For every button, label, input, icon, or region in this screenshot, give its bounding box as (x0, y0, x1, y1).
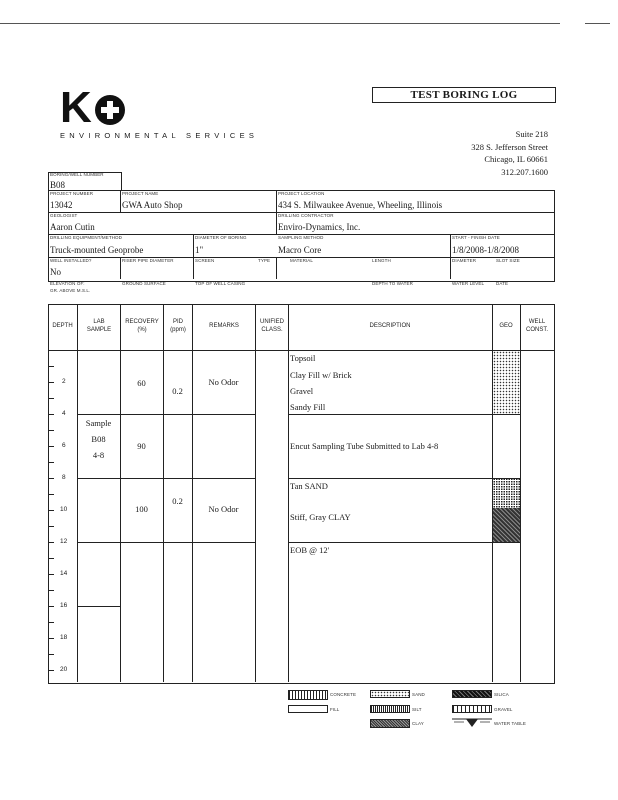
water-table-icon (452, 717, 492, 729)
date-label: DATE (496, 281, 509, 286)
well-installed-label: WELL INSTALLED? (50, 258, 92, 263)
depth-2: 2 (62, 378, 66, 385)
depth-water-label: DEPTH TO WATER (372, 281, 413, 286)
legend-gravel-label: GRAVEL (494, 707, 513, 712)
slot-label: SLOT SIZE (496, 258, 520, 263)
pid-1: 0.2 (172, 386, 183, 396)
address-line-3: Chicago, IL 60661 (484, 154, 548, 164)
recovery-1: 60 (137, 378, 146, 388)
geologist-label: GEOLOGIST (50, 213, 78, 218)
desc-lab-note: Encut Sampling Tube Submitted to Lab 4-8 (290, 441, 439, 451)
company-logo (60, 83, 130, 132)
legend-clay-swatch (370, 719, 410, 728)
legend-concrete-label: CONCRETE (330, 692, 357, 697)
drilling-contractor-label: DRILLING CONTRACTOR (278, 213, 334, 218)
project-number-value: 13042 (50, 200, 73, 210)
remarks-1: No Odor (208, 377, 239, 387)
sampling-method-value: Macro Core (278, 245, 322, 255)
col-well-header: WELL CONST. (525, 319, 548, 333)
scan-top-line (0, 23, 560, 24)
depth-20: 20 (60, 666, 68, 673)
diameter-value: 1" (195, 245, 204, 255)
lab-sample-2: Sample (85, 418, 112, 428)
logo-plus-circle-icon (94, 94, 126, 126)
geo-fill-pattern (493, 351, 520, 414)
company-address (471, 128, 548, 178)
logo-letter: K (60, 83, 92, 132)
remarks-3: No Odor (208, 504, 239, 514)
depth-10: 10 (60, 506, 68, 513)
geo-clay-pattern (493, 508, 520, 542)
lab-sample-2-interval: 4-8 (92, 450, 105, 460)
col-description-header: DESCRIPTION (369, 323, 411, 329)
company-tagline: ENVIRONMENTAL SERVICES (60, 131, 259, 140)
geologist-value: Aaron Cutin (50, 222, 95, 232)
legend-silt-label: SILT (412, 707, 422, 712)
project-location-label: PROJECT LOCATION (278, 191, 325, 196)
well-installed-value: No (50, 267, 61, 277)
legend-silica-swatch (452, 690, 492, 698)
recovery-2: 90 (137, 441, 146, 451)
project-location-value: 434 S. Milwaukee Avenue, Wheeling, Illinois (278, 200, 443, 210)
pid-3: 0.2 (172, 496, 183, 506)
depth-16: 16 (60, 602, 68, 609)
project-name-label: PROJECT NAME (122, 191, 159, 196)
col-depth-header: DEPTH (52, 323, 73, 329)
page-title: TEST BORING LOG (410, 89, 518, 101)
recovery-3: 100 (135, 504, 148, 514)
col-lab-header: LAB SAMPLE (86, 319, 112, 333)
desc-tan-sand: Tan SAND (290, 481, 328, 491)
depth-4: 4 (62, 410, 66, 417)
water-level-label: WATER LEVEL (452, 281, 485, 286)
legend-sand-label: SAND (412, 692, 425, 697)
depth-8: 8 (62, 474, 66, 481)
desc-gray-clay: Stiff, Gray CLAY (290, 512, 351, 522)
project-name-value: GWA Auto Shop (122, 200, 183, 210)
diameter-label: DIAMETER OF BORING (195, 235, 247, 240)
riser-label: RISER PIPE DIAMETER (122, 258, 174, 263)
legend-clay-label: CLAY (412, 721, 424, 726)
drilling-method-value: Truck-mounted Geoprobe (50, 245, 144, 255)
drilling-method-label: DRILLING EQUIPMENT/METHOD (50, 235, 123, 240)
diameter2-label: DIAMETER (452, 258, 477, 263)
col-pid-header: PID (ppm) (170, 319, 186, 333)
drilling-contractor-value: Enviro-Dynamics, Inc. (278, 222, 361, 232)
geo-sand-pattern (493, 478, 520, 508)
desc-sandy-fill: Sandy Fill (290, 402, 326, 412)
address-line-1: Suite 218 (515, 129, 548, 139)
desc-eob: EOB @ 12' (290, 545, 330, 555)
legend-fill-label: FILL (330, 707, 340, 712)
depth-14: 14 (60, 570, 68, 577)
legend-silt-swatch (370, 705, 410, 713)
sampling-method-label: SAMPLING METHOD (278, 235, 324, 240)
col-unified-header: UNIFIED CLASS. (260, 319, 284, 333)
address-line-2: 328 S. Jefferson Street (471, 141, 548, 152)
col-remarks-header: REMARKS (209, 323, 239, 329)
col-recovery-header: RECOVERY (%) (125, 319, 159, 333)
start-finish-value: 1/8/2008-1/8/2008 (452, 245, 519, 255)
desc-gravel: Gravel (290, 386, 314, 396)
depth-18: 18 (60, 634, 68, 641)
legend-gravel-swatch (452, 705, 492, 713)
ground-surface-label: GROUND SURFACE (122, 281, 166, 286)
length-label: LENGTH (372, 258, 391, 263)
scan-top-line-right (585, 23, 610, 24)
desc-clay-fill: Clay Fill w/ Brick (290, 370, 352, 380)
address-line-4: 312.207.1600 (501, 166, 548, 177)
legend-silica-label: SILICA (494, 692, 509, 697)
title-box (372, 87, 556, 103)
elevation-label: ELEVATION OF: (50, 281, 85, 286)
elevation-sub-label: GR. ABOVE M.S.L. (50, 288, 91, 293)
legend-water-label: WATER TABLE (494, 721, 526, 726)
screen-label: SCREEN (195, 258, 215, 263)
casing-label: TOP OF WELL CASING (195, 281, 246, 286)
legend-concrete-swatch (288, 690, 328, 700)
material-label: MATERIAL (290, 258, 313, 263)
boring-number-label: BORING/WELL NUMBER (50, 172, 104, 177)
start-finish-label: START - FINISH DATE (452, 235, 500, 240)
lab-sample-2-id: B08 (91, 434, 106, 444)
legend-sand-swatch (370, 690, 410, 698)
depth-12: 12 (60, 538, 68, 545)
project-number-label: PROJECT NUMBER (50, 191, 94, 196)
type-label: TYPE (258, 258, 271, 263)
depth-6: 6 (62, 442, 66, 449)
col-geo-header: GEO (499, 323, 513, 329)
legend-fill-swatch (288, 705, 328, 713)
desc-topsoil: Topsoil (290, 353, 316, 363)
boring-number-value: B08 (50, 180, 66, 190)
